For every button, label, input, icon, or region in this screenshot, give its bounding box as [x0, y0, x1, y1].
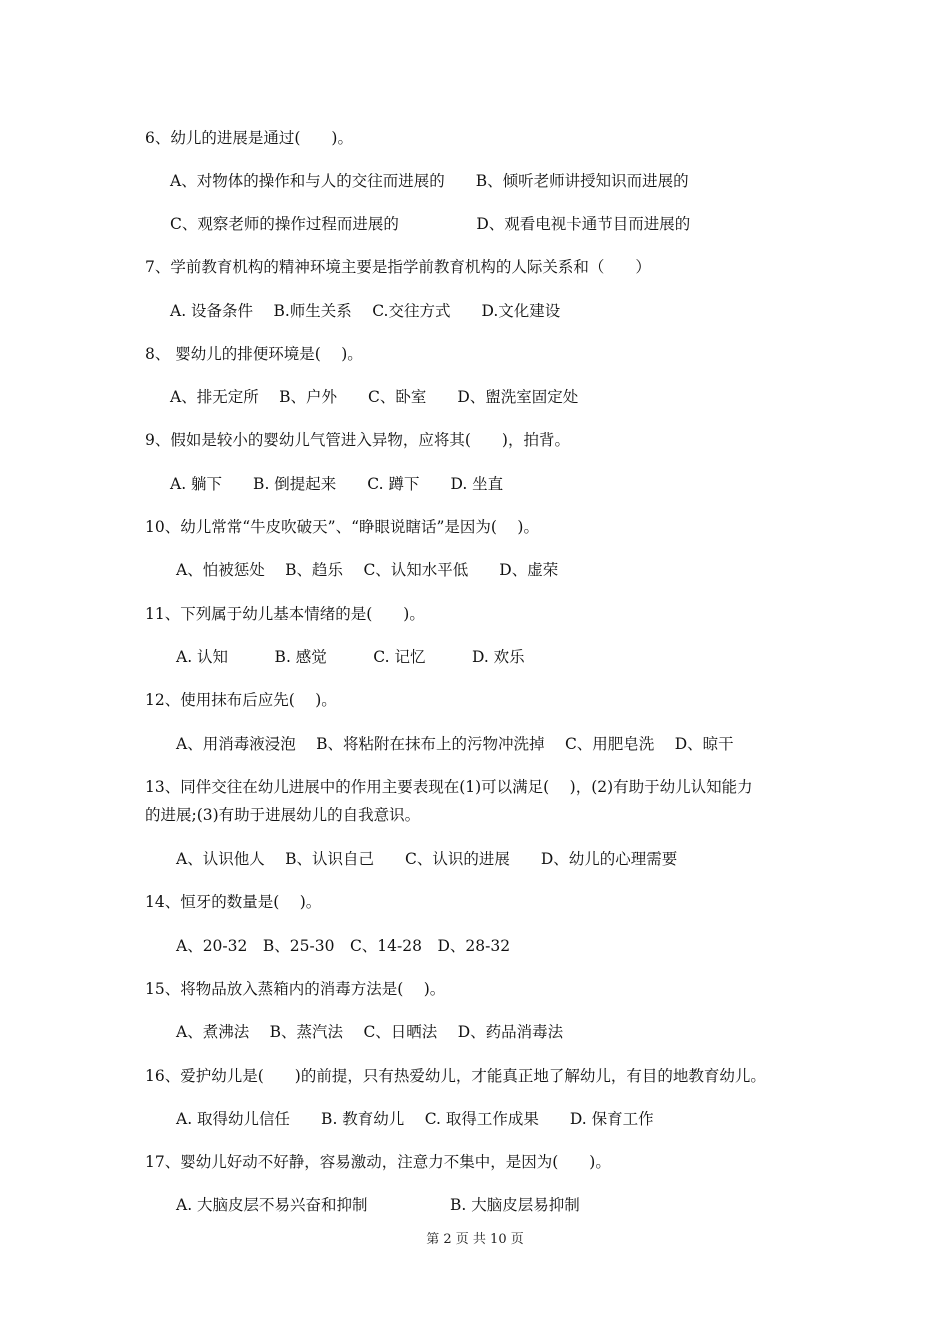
options-8: A、排无定所 B、户外 C、卧室 D、盥洗室固定处 — [170, 388, 579, 406]
question-17: 17、婴幼儿好动不好静，容易激动，注意力不集中，是因为( )。 — [145, 1153, 611, 1171]
question-13: 13、同伴交往在幼儿进展中的作用主要表现在(1)可以满足( )，(2)有助于幼儿认知能力 — [145, 778, 753, 796]
question-6: 6、幼儿的进展是通过( )。 — [145, 129, 353, 147]
question-12: 12、使用抹布后应先( )。 — [145, 691, 337, 709]
options-17: A. 大脑皮层不易兴奋和抑制 B. 大脑皮层易抑制 — [176, 1196, 580, 1214]
options-15: A、煮沸法 B、蒸汽法 C、日晒法 D、药品消毒法 — [176, 1023, 564, 1041]
question-13-continued: 的进展;(3)有助于进展幼儿的自我意识。 — [145, 806, 421, 824]
options-6-line-1: A、对物体的操作和与人的交往而进展的 B、倾听老师讲授知识而进展的 — [170, 172, 689, 190]
options-16: A. 取得幼儿信任 B. 教育幼儿 C. 取得工作成果 D. 保育工作 — [176, 1110, 654, 1128]
options-7: A. 设备条件 B.师生关系 C.交往方式 D.文化建设 — [170, 302, 561, 320]
options-12: A、用消毒液浸泡 B、将粘附在抹布上的污物冲洗掉 C、用肥皂洗 D、晾干 — [176, 735, 734, 753]
question-16: 16、爱护幼儿是( )的前提，只有热爱幼儿，才能真正地了解幼儿，有目的地教育幼儿。 — [145, 1067, 766, 1085]
question-15: 15、将物品放入蒸箱内的消毒方法是( )。 — [145, 980, 446, 998]
options-10: A、怕被惩处 B、趋乐 C、认知水平低 D、虚荣 — [176, 561, 559, 579]
question-10: 10、幼儿常常“牛皮吹破天”、“睁眼说瞎话”是因为( )。 — [145, 518, 539, 536]
options-6-line-2: C、观察老师的操作过程而进展的 D、观看电视卡通节目而进展的 — [170, 215, 691, 233]
options-11: A. 认知 B. 感觉 C. 记忆 D. 欢乐 — [176, 648, 525, 666]
options-14: A、20-32 B、25-30 C、14-28 D、28-32 — [176, 937, 511, 955]
question-7: 7、学前教育机构的精神环境主要是指学前教育机构的人际关系和（ ） — [145, 258, 651, 276]
question-9: 9、假如是较小的婴幼儿气管进入异物，应将其( )，拍背。 — [145, 431, 570, 449]
page-footer: 第 2 页 共 10 页 — [426, 1232, 524, 1247]
question-14: 14、恒牙的数量是( )。 — [145, 893, 322, 911]
options-13: A、认识他人 B、认识自己 C、认识的进展 D、幼儿的心理需要 — [176, 850, 678, 868]
question-11: 11、下列属于幼儿基本情绪的是( )。 — [145, 605, 425, 623]
options-9: A. 躺下 B. 倒提起来 C. 蹲下 D. 坐直 — [170, 475, 504, 493]
question-8: 8、 婴幼儿的排便环境是( )。 — [145, 345, 363, 363]
